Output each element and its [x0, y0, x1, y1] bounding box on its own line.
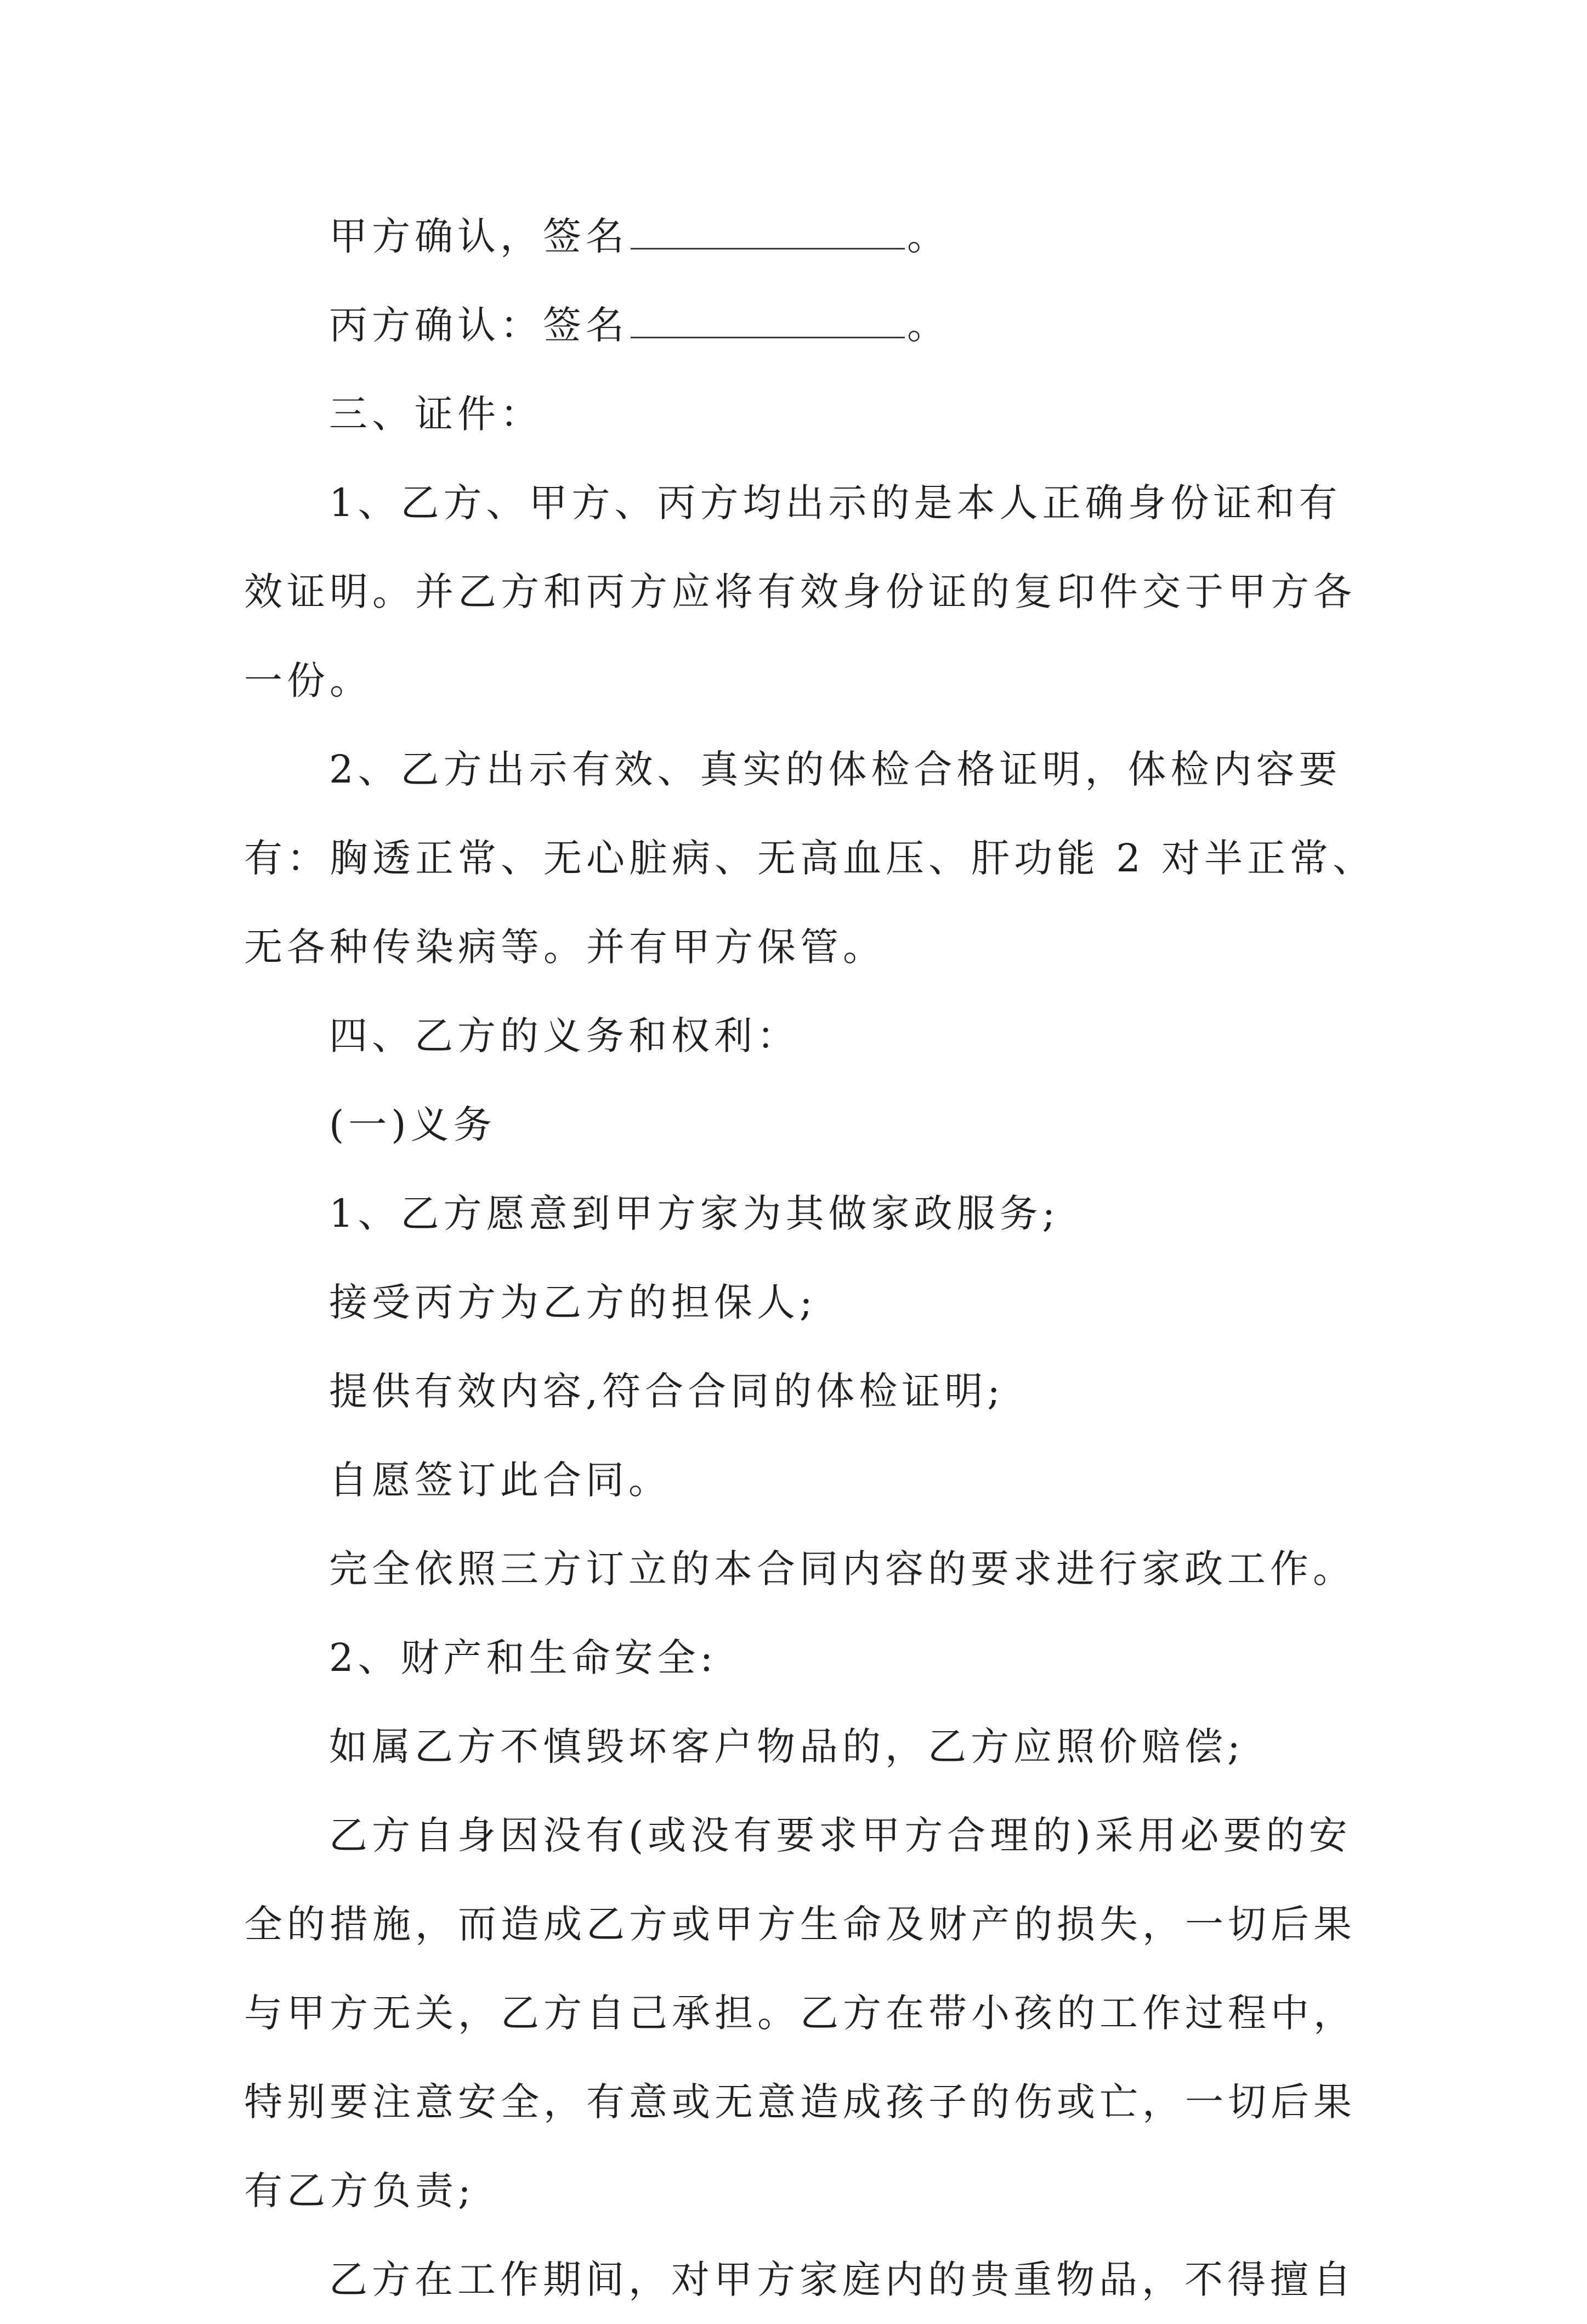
duty-paragraph: 1、乙方愿意到甲方家为其做家政服务;	[329, 1191, 1060, 1236]
duties-subheading: (一)义务	[329, 1102, 496, 1147]
section-3-item-2-line: 2、乙方出示有效、真实的体检合格证明，体检内容要	[329, 747, 1342, 792]
safety-paragraph-line: 特别要注意安全，有意或无意造成孩子的伤或亡，一切后果	[244, 2079, 1356, 2124]
duty-paragraph: 自愿签订此合同。	[329, 1458, 671, 1503]
document-body	[244, 192, 1376, 2324]
valuables-paragraph-line: 乙方在工作期间，对甲方家庭内的贵重物品，不得擅自	[329, 2257, 1356, 2302]
party-c-confirmation	[244, 281, 1346, 370]
safety-paragraph-line: 有乙方负责;	[244, 2168, 475, 2213]
duty-paragraph: 接受丙方为乙方的担保人;	[329, 1280, 817, 1325]
section-3-heading: 三、证件：	[329, 392, 543, 437]
duty-paragraph: 2、财产和生命安全:	[329, 1635, 718, 1680]
party-a-confirmation	[244, 192, 1346, 281]
duty-paragraph: 完全依照三方订立的本合同内容的要求进行家政工作。	[329, 1546, 1356, 1591]
party-a-confirm-label: 甲方确认，签名	[329, 214, 628, 259]
section-3-item-1-line: 1、乙方、甲方、丙方均出示的是本人正确身份证和有	[329, 480, 1342, 525]
section-3-item-2-line: 无各种传染病等。并有甲方保管。	[244, 925, 886, 970]
duty-paragraph: 如属乙方不慎毁坏客户物品的，乙方应照价赔偿;	[329, 1724, 1245, 1769]
safety-paragraph-line: 全的措施，而造成乙方或甲方生命及财产的损失，一切后果	[244, 1902, 1356, 1947]
party-c-end-mark: 。	[907, 303, 950, 348]
duty-paragraph: 提供有效内容,符合合同的体检证明;	[329, 1369, 1005, 1414]
section-3-item-2-line: 有：胸透正常、无心脏病、无高血压、肝功能 2 对半正常、	[244, 836, 1376, 881]
safety-paragraph-line: 乙方自身因没有(或没有要求甲方合理的)采用必要的安	[329, 1813, 1352, 1858]
party-c-confirm-label: 丙方确认：签名	[329, 303, 628, 348]
section-3-item-1-line: 效证明。并乙方和丙方应将有效身份证的复印件交于甲方各	[244, 569, 1356, 614]
safety-paragraph-line: 与甲方无关，乙方自己承担。乙方在带小孩的工作过程中，	[244, 1991, 1356, 2036]
section-4-heading: 四、乙方的义务和权利：	[329, 1013, 800, 1058]
party-a-signature-blank[interactable]	[631, 215, 905, 250]
section-3-item-1-line: 一份。	[244, 658, 372, 703]
party-c-signature-blank[interactable]	[631, 304, 905, 338]
party-a-end-mark: 。	[907, 214, 950, 259]
